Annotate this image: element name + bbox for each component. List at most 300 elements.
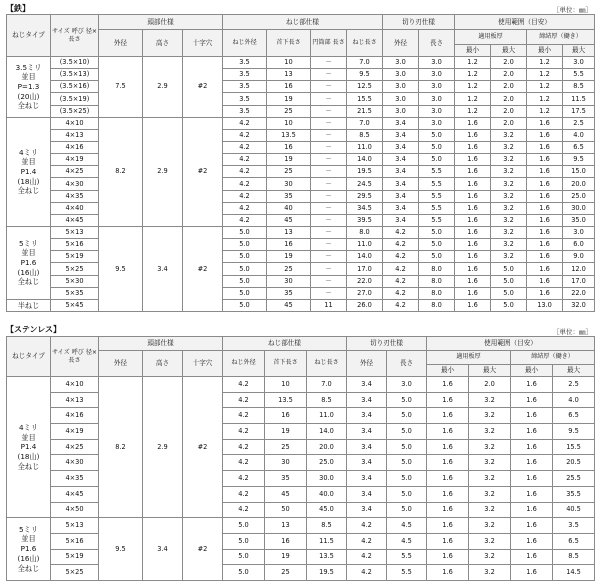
cutter-outer-cell: 4.2 — [383, 226, 419, 238]
plate-max-cell: 3.2 — [469, 565, 511, 581]
neck-length-cell: 25 — [265, 565, 307, 581]
cutter-outer-cell: 3.0 — [383, 105, 419, 117]
thread-outer-cell: 4.2 — [223, 392, 265, 408]
clamp-min-cell: 1.6 — [511, 502, 553, 518]
header-cutter-outer: 外径 — [347, 351, 387, 377]
cylinder-length-cell: － — [311, 202, 347, 214]
header-clamp-min: 最小 — [511, 365, 553, 377]
thread-length-cell: 19.5 — [307, 565, 347, 581]
neck-length-cell: 25 — [267, 263, 311, 275]
cutter-outer-cell: 3.0 — [383, 81, 419, 93]
table-row — [7, 81, 595, 93]
clamp-min-cell: 1.6 — [511, 486, 553, 502]
cross-cell: #2 — [183, 57, 223, 118]
cutter-length-cell: 8.0 — [419, 275, 455, 287]
clamp-min-cell: 1.6 — [527, 214, 563, 226]
thread-length-cell: 27.0 — [347, 287, 383, 299]
size-cell: 5×25 — [51, 565, 99, 581]
neck-length-cell: 30 — [267, 178, 311, 190]
clamp-max-cell: 3.5 — [553, 518, 595, 534]
cutter-length-cell: 5.0 — [387, 455, 427, 471]
plate-min-cell: 1.6 — [455, 299, 491, 311]
plate-min-cell: 1.6 — [427, 455, 469, 471]
thread-length-cell: 7.0 — [347, 57, 383, 69]
header-cross-hole: 十字穴 — [183, 30, 223, 57]
clamp-min-cell: 1.2 — [527, 105, 563, 117]
size-cell: 4×19 — [51, 424, 99, 440]
clamp-max-cell: 3.0 — [563, 226, 595, 238]
thread-length-cell: 11.0 — [347, 141, 383, 153]
table-row — [7, 377, 595, 393]
cylinder-length-cell: － — [311, 57, 347, 69]
neck-length-cell: 16 — [267, 81, 311, 93]
cutter-length-cell: 5.0 — [419, 239, 455, 251]
header-plate-min: 最小 — [427, 365, 469, 377]
table-row — [7, 251, 595, 263]
thread-outer-cell: 5.0 — [223, 565, 265, 581]
size-cell: 5×30 — [51, 275, 99, 287]
thread-length-cell: 15.5 — [347, 93, 383, 105]
neck-length-cell: 19 — [267, 154, 311, 166]
table-row — [7, 93, 595, 105]
clamp-min-cell: 1.6 — [527, 287, 563, 299]
cutter-length-cell: 5.0 — [387, 502, 427, 518]
neck-length-cell: 19 — [265, 424, 307, 440]
iron-unit-label: ［単位：㎜］ — [553, 6, 592, 14]
cylinder-length-cell: 11 — [311, 299, 347, 311]
plate-max-cell: 2.0 — [491, 93, 527, 105]
thread-length-cell: 19.5 — [347, 166, 383, 178]
header-usage: 使用範囲（目安） — [427, 337, 595, 351]
plate-max-cell: 3.2 — [469, 408, 511, 424]
clamp-max-cell: 32.0 — [563, 299, 595, 311]
thread-outer-cell: 3.5 — [223, 81, 267, 93]
clamp-max-cell: 12.0 — [563, 263, 595, 275]
plate-max-cell: 3.2 — [491, 251, 527, 263]
neck-length-cell: 19 — [265, 549, 307, 565]
cutter-length-cell: 5.0 — [387, 392, 427, 408]
header-cylinder-length: 円筒部 長さ — [311, 30, 347, 57]
plate-min-cell: 1.2 — [455, 69, 491, 81]
cutter-length-cell: 5.5 — [419, 202, 455, 214]
clamp-min-cell: 1.6 — [527, 251, 563, 263]
plate-min-cell: 1.6 — [455, 263, 491, 275]
table-row — [7, 117, 595, 129]
iron-table-title: 【鉄】 — [6, 4, 30, 13]
thread-outer-cell: 5.0 — [223, 263, 267, 275]
table-row — [7, 263, 595, 275]
cross-cell: #2 — [183, 226, 223, 311]
thread-length-cell: 11.0 — [347, 239, 383, 251]
cutter-outer-cell: 3.4 — [347, 408, 387, 424]
table-row — [7, 178, 595, 190]
head-outer-cell: 9.5 — [99, 518, 143, 581]
thread-length-cell: 26.0 — [347, 299, 383, 311]
thread-length-cell: 14.0 — [347, 154, 383, 166]
size-cell: 4×19 — [51, 154, 99, 166]
cutter-outer-cell: 3.4 — [347, 471, 387, 487]
thread-outer-cell: 4.2 — [223, 166, 267, 178]
cutter-length-cell: 4.5 — [387, 518, 427, 534]
plate-min-cell: 1.6 — [427, 377, 469, 393]
iron-spec-table — [6, 14, 595, 312]
neck-length-cell: 40 — [267, 202, 311, 214]
cutter-length-cell: 3.0 — [419, 69, 455, 81]
cylinder-length-cell: － — [311, 81, 347, 93]
clamp-min-cell: 1.6 — [511, 565, 553, 581]
cutter-length-cell: 5.0 — [387, 439, 427, 455]
size-cell: 5×13 — [51, 226, 99, 238]
thread-outer-cell: 3.5 — [223, 93, 267, 105]
plate-max-cell: 3.2 — [469, 486, 511, 502]
plate-max-cell: 3.2 — [491, 154, 527, 166]
thread-outer-cell: 4.2 — [223, 117, 267, 129]
header-height: 高さ — [143, 30, 183, 57]
size-cell: 5×35 — [51, 287, 99, 299]
plate-min-cell: 1.6 — [455, 202, 491, 214]
cutter-length-cell: 5.5 — [387, 565, 427, 581]
thread-length-cell: 8.5 — [307, 518, 347, 534]
neck-length-cell: 30 — [267, 275, 311, 287]
cutter-outer-cell: 3.4 — [347, 392, 387, 408]
header-cross-hole: 十字穴 — [183, 351, 223, 377]
cutter-outer-cell: 3.4 — [383, 117, 419, 129]
cross-cell: #2 — [183, 518, 223, 581]
thread-outer-cell: 3.5 — [223, 69, 267, 81]
header-size: サイズ 呼び 径×長さ — [51, 337, 99, 377]
plate-min-cell: 1.6 — [427, 549, 469, 565]
header-plate-max: 最大 — [491, 45, 527, 57]
size-cell: 5×19 — [51, 251, 99, 263]
plate-min-cell: 1.2 — [455, 93, 491, 105]
size-cell: 4×25 — [51, 166, 99, 178]
table-row — [7, 502, 595, 518]
clamp-min-cell: 1.6 — [511, 408, 553, 424]
cutter-length-cell: 5.5 — [387, 549, 427, 565]
header-thread-spec: ねじ部仕様 — [223, 15, 383, 30]
size-cell: (3.5×16) — [51, 81, 99, 93]
clamp-min-cell: 1.2 — [527, 57, 563, 69]
screw-type-label: 4ミリ 並目 P1.4 (18山) 全ねじ — [7, 377, 51, 518]
size-cell: 4×10 — [51, 377, 99, 393]
clamp-min-cell: 1.6 — [527, 129, 563, 141]
header-screw-type: ねじタイプ — [7, 337, 51, 377]
head-height-cell: 3.4 — [143, 518, 183, 581]
thread-outer-cell: 5.0 — [223, 226, 267, 238]
thread-length-cell: 22.0 — [347, 275, 383, 287]
plate-max-cell: 3.2 — [491, 166, 527, 178]
cylinder-length-cell: － — [311, 154, 347, 166]
neck-length-cell: 16 — [265, 408, 307, 424]
clamp-min-cell: 1.6 — [527, 263, 563, 275]
stainless-spec-table — [6, 336, 595, 581]
size-cell: 4×35 — [51, 471, 99, 487]
cylinder-length-cell: － — [311, 275, 347, 287]
neck-length-cell: 10 — [267, 117, 311, 129]
plate-max-cell: 3.2 — [491, 202, 527, 214]
clamp-min-cell: 13.0 — [527, 299, 563, 311]
clamp-max-cell: 6.5 — [553, 533, 595, 549]
cutter-outer-cell: 4.2 — [383, 263, 419, 275]
clamp-min-cell: 1.6 — [527, 202, 563, 214]
size-cell: 5×16 — [51, 239, 99, 251]
neck-length-cell: 25 — [267, 166, 311, 178]
clamp-min-cell: 1.6 — [511, 518, 553, 534]
thread-outer-cell: 5.0 — [223, 239, 267, 251]
clamp-max-cell: 6.0 — [563, 239, 595, 251]
cutter-length-cell: 3.0 — [419, 117, 455, 129]
plate-max-cell: 3.2 — [469, 439, 511, 455]
cylinder-length-cell: － — [311, 117, 347, 129]
table-row — [7, 471, 595, 487]
table-row — [7, 141, 595, 153]
thread-outer-cell: 5.0 — [223, 299, 267, 311]
table-row — [7, 57, 595, 69]
plate-max-cell: 2.0 — [491, 69, 527, 81]
clamp-min-cell: 1.6 — [527, 178, 563, 190]
plate-min-cell: 1.6 — [455, 251, 491, 263]
cutter-length-cell: 5.0 — [419, 251, 455, 263]
cutter-length-cell: 8.0 — [419, 299, 455, 311]
cutter-length-cell: 8.0 — [419, 263, 455, 275]
table-row — [7, 299, 595, 311]
table-row — [7, 455, 595, 471]
plate-min-cell: 1.6 — [455, 129, 491, 141]
header-clamp-thickness: 締結厚（働き） — [511, 351, 595, 365]
plate-max-cell: 2.0 — [491, 57, 527, 69]
cross-cell: #2 — [183, 117, 223, 226]
header-plate-max: 最大 — [469, 365, 511, 377]
header-usage: 使用範囲（目安） — [455, 15, 595, 30]
cutter-outer-cell: 3.4 — [347, 424, 387, 440]
neck-length-cell: 19 — [267, 93, 311, 105]
table-row — [7, 275, 595, 287]
cutter-length-cell: 3.0 — [419, 105, 455, 117]
head-height-cell: 2.9 — [143, 117, 183, 226]
cutter-outer-cell: 4.2 — [347, 549, 387, 565]
screw-type-label: 5ミリ 並目 P1.6 (16山) 全ねじ — [7, 226, 51, 299]
size-cell: (3.5×10) — [51, 57, 99, 69]
neck-length-cell: 45 — [267, 214, 311, 226]
head-outer-cell: 8.2 — [99, 117, 143, 226]
clamp-min-cell: 1.6 — [511, 424, 553, 440]
plate-min-cell: 1.6 — [427, 565, 469, 581]
head-outer-cell: 8.2 — [99, 377, 143, 518]
table-row — [7, 214, 595, 226]
cutter-length-cell: 4.5 — [387, 533, 427, 549]
plate-max-cell: 3.2 — [469, 533, 511, 549]
cylinder-length-cell: － — [311, 190, 347, 202]
cylinder-length-cell: － — [311, 69, 347, 81]
thread-outer-cell: 5.0 — [223, 518, 265, 534]
cutter-length-cell: 5.0 — [387, 408, 427, 424]
thread-outer-cell: 4.2 — [223, 424, 265, 440]
neck-length-cell: 35 — [265, 471, 307, 487]
clamp-min-cell: 1.6 — [511, 533, 553, 549]
table-row — [7, 549, 595, 565]
thread-outer-cell: 5.0 — [223, 549, 265, 565]
plate-max-cell: 3.2 — [469, 392, 511, 408]
thread-outer-cell: 4.2 — [223, 455, 265, 471]
thread-length-cell: 21.5 — [347, 105, 383, 117]
screw-type-label: 4ミリ 並目 P1.4 (18山) 全ねじ — [7, 117, 51, 226]
clamp-max-cell: 6.5 — [563, 141, 595, 153]
plate-max-cell: 3.2 — [491, 226, 527, 238]
table-row — [7, 190, 595, 202]
neck-length-cell: 45 — [265, 486, 307, 502]
header-clamp-max: 最大 — [553, 365, 595, 377]
header-cutter-spec: 切り刃仕様 — [347, 337, 427, 351]
table-row — [7, 287, 595, 299]
clamp-min-cell: 1.6 — [527, 275, 563, 287]
plate-min-cell: 1.6 — [427, 408, 469, 424]
plate-min-cell: 1.6 — [455, 178, 491, 190]
plate-min-cell: 1.6 — [427, 486, 469, 502]
cylinder-length-cell: － — [311, 251, 347, 263]
cylinder-length-cell: － — [311, 226, 347, 238]
thread-outer-cell: 4.2 — [223, 439, 265, 455]
plate-min-cell: 1.6 — [455, 190, 491, 202]
cylinder-length-cell: － — [311, 239, 347, 251]
thread-length-cell: 7.0 — [307, 377, 347, 393]
thread-length-cell: 12.5 — [347, 81, 383, 93]
table-row — [7, 226, 595, 238]
cylinder-length-cell: － — [311, 141, 347, 153]
plate-max-cell: 5.0 — [491, 299, 527, 311]
table-row — [7, 154, 595, 166]
header-outer-dia: 外径 — [99, 30, 143, 57]
header-clamp-max: 最大 — [563, 45, 595, 57]
thread-length-cell: 11.0 — [307, 408, 347, 424]
plate-max-cell: 3.2 — [491, 178, 527, 190]
thread-outer-cell: 5.0 — [223, 287, 267, 299]
cutter-outer-cell: 3.4 — [347, 486, 387, 502]
clamp-max-cell: 4.0 — [563, 129, 595, 141]
plate-max-cell: 2.0 — [491, 81, 527, 93]
plate-max-cell: 2.0 — [469, 377, 511, 393]
table-row — [7, 202, 595, 214]
thread-outer-cell: 3.5 — [223, 57, 267, 69]
clamp-max-cell: 9.5 — [563, 154, 595, 166]
cutter-outer-cell: 4.2 — [347, 565, 387, 581]
header-thread-outer: ねじ外径 — [223, 30, 267, 57]
header-neck-length: 首下長さ — [265, 351, 307, 377]
clamp-max-cell: 8.5 — [553, 549, 595, 565]
size-cell: 5×25 — [51, 263, 99, 275]
plate-max-cell: 3.2 — [469, 549, 511, 565]
plate-max-cell: 3.2 — [469, 455, 511, 471]
thread-length-cell: 45.0 — [307, 502, 347, 518]
thread-length-cell: 34.5 — [347, 202, 383, 214]
table-row — [7, 166, 595, 178]
head-height-cell: 3.4 — [143, 226, 183, 311]
header-plate-thickness: 適用板厚 — [455, 30, 527, 45]
header-thread-length: ねじ長さ — [307, 351, 347, 377]
clamp-max-cell: 5.5 — [563, 69, 595, 81]
neck-length-cell: 35 — [267, 190, 311, 202]
table-row — [7, 392, 595, 408]
clamp-min-cell: 1.6 — [527, 166, 563, 178]
cylinder-length-cell: － — [311, 214, 347, 226]
cutter-length-cell: 5.0 — [419, 129, 455, 141]
cylinder-length-cell: － — [311, 287, 347, 299]
plate-max-cell: 3.2 — [491, 190, 527, 202]
size-cell: 4×30 — [51, 178, 99, 190]
table-row — [7, 565, 595, 581]
size-cell: 4×35 — [51, 190, 99, 202]
cylinder-length-cell: － — [311, 105, 347, 117]
thread-length-cell: 9.5 — [347, 69, 383, 81]
stainless-table-title: 【ステンレス】 — [6, 325, 61, 334]
thread-outer-cell: 5.0 — [223, 533, 265, 549]
clamp-max-cell: 25.5 — [553, 471, 595, 487]
cutter-length-cell: 3.0 — [387, 377, 427, 393]
plate-max-cell: 3.2 — [469, 502, 511, 518]
header-thread-outer: ねじ外径 — [223, 351, 265, 377]
header-clamp-min: 最小 — [527, 45, 563, 57]
cutter-outer-cell: 3.4 — [383, 129, 419, 141]
clamp-min-cell: 1.6 — [527, 117, 563, 129]
header-size: サイズ 呼び 径×長さ — [51, 15, 99, 57]
size-cell: (3.5×25) — [51, 105, 99, 117]
cutter-length-cell: 5.5 — [419, 166, 455, 178]
plate-min-cell: 1.6 — [455, 154, 491, 166]
cutter-length-cell: 5.5 — [419, 190, 455, 202]
thread-outer-cell: 4.2 — [223, 471, 265, 487]
plate-min-cell: 1.2 — [455, 81, 491, 93]
clamp-max-cell: 22.0 — [563, 287, 595, 299]
thread-length-cell: 30.0 — [307, 471, 347, 487]
cutter-outer-cell: 3.4 — [383, 141, 419, 153]
clamp-max-cell: 40.5 — [553, 502, 595, 518]
clamp-min-cell: 1.6 — [527, 226, 563, 238]
header-head-spec: 頭部仕様 — [99, 337, 223, 351]
cutter-length-cell: 5.5 — [419, 178, 455, 190]
cutter-length-cell: 5.0 — [387, 486, 427, 502]
clamp-min-cell: 1.2 — [527, 81, 563, 93]
header-neck-length: 首下長さ — [267, 30, 311, 57]
cylinder-length-cell: － — [311, 178, 347, 190]
thread-length-cell: 29.5 — [347, 190, 383, 202]
header-cutter-length: 長さ — [419, 30, 455, 57]
cutter-outer-cell: 3.0 — [383, 93, 419, 105]
plate-min-cell: 1.6 — [455, 141, 491, 153]
table-row — [7, 239, 595, 251]
clamp-max-cell: 17.5 — [563, 105, 595, 117]
plate-max-cell: 3.2 — [469, 471, 511, 487]
table-row — [7, 486, 595, 502]
neck-length-cell: 13 — [267, 226, 311, 238]
clamp-min-cell: 1.6 — [511, 549, 553, 565]
cutter-outer-cell: 3.4 — [383, 190, 419, 202]
cutter-length-cell: 5.0 — [387, 424, 427, 440]
thread-outer-cell: 4.2 — [223, 408, 265, 424]
clamp-max-cell: 4.0 — [553, 392, 595, 408]
thread-outer-cell: 4.2 — [223, 377, 265, 393]
clamp-max-cell: 9.0 — [563, 251, 595, 263]
table-row — [7, 105, 595, 117]
clamp-min-cell: 1.2 — [527, 69, 563, 81]
thread-length-cell: 24.5 — [347, 178, 383, 190]
screw-type-label: 半ねじ — [7, 299, 51, 311]
table-row — [7, 424, 595, 440]
neck-length-cell: 25 — [267, 105, 311, 117]
clamp-max-cell: 6.5 — [553, 408, 595, 424]
cutter-length-cell: 5.0 — [387, 471, 427, 487]
clamp-max-cell: 9.5 — [553, 424, 595, 440]
thread-length-cell: 11.5 — [307, 533, 347, 549]
clamp-max-cell: 35.5 — [553, 486, 595, 502]
